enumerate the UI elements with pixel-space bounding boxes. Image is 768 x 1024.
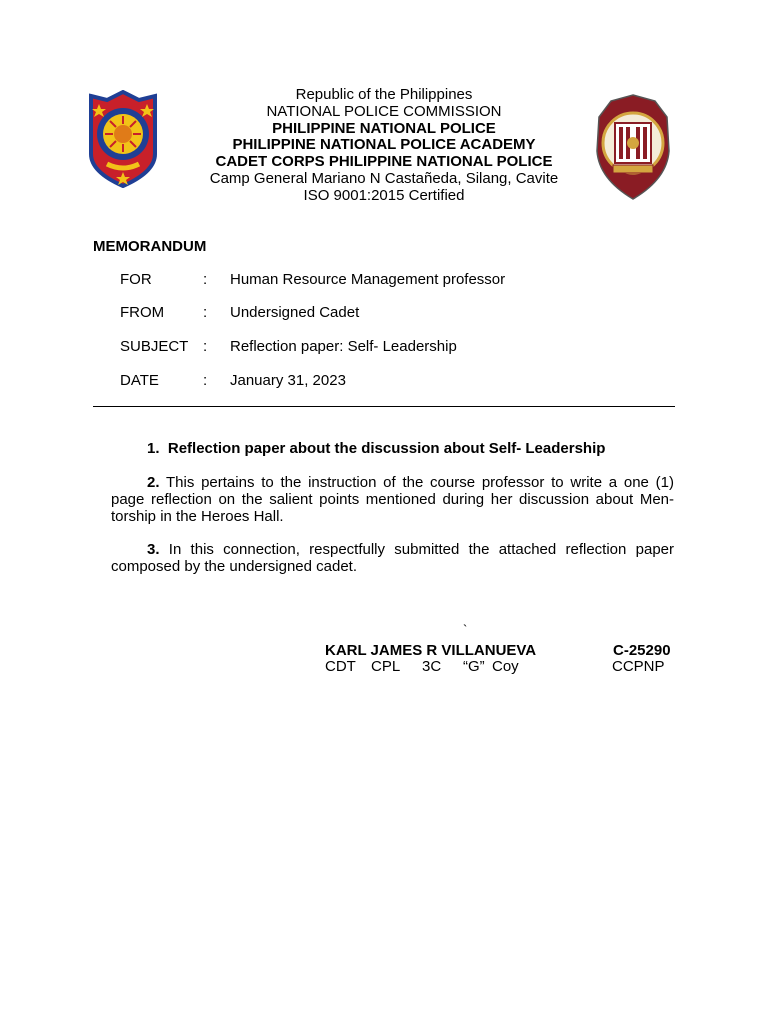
paragraph-text: composed by the undersigned cadet.	[111, 558, 357, 575]
memo-field-separator: :	[203, 271, 208, 288]
letterhead-line-republic: Republic of the Philippines	[295, 86, 473, 103]
signatory-serial: C-25290	[613, 642, 671, 659]
signatory-rank: CPL	[371, 658, 401, 675]
paragraph-text: Reflection paper about the discussion about Self- Leadership	[167, 440, 606, 457]
memo-field-value: Undersigned Cadet	[230, 304, 360, 321]
memo-field-separator: :	[203, 338, 208, 355]
signatory-name: KARL JAMES R VILLANUEVA	[325, 642, 537, 659]
memo-field-separator: :	[203, 372, 208, 389]
memo-field-label: DATE	[120, 372, 159, 389]
paragraph-text: This pertains to the instruction of the course professor to write a one (1)	[166, 474, 674, 491]
paragraph-number: 3.	[147, 541, 160, 558]
paragraph-text: torship in the Heroes Hall.	[111, 508, 284, 525]
header-divider	[93, 406, 675, 407]
signatory-rank: CDT	[325, 658, 356, 675]
paragraph-number: 1.	[147, 440, 160, 457]
signatory-company-suffix: Coy	[492, 658, 519, 675]
memo-field-label: FROM	[120, 304, 165, 321]
stray-mark: `	[463, 622, 468, 637]
memo-title: MEMORANDUM	[93, 238, 207, 255]
memo-field-value: Human Resource Management professor	[230, 271, 506, 288]
paragraph-1	[147, 440, 605, 457]
paragraph-text: In this connection, respectfully submitted the attached reflection paper	[168, 541, 674, 558]
paragraph-2	[111, 474, 674, 525]
memo-field-label: SUBJECT	[120, 338, 189, 355]
letterhead	[0, 87, 768, 205]
letterhead-line-cadet-corps: CADET CORPS PHILIPPINE NATIONAL POLICE	[215, 153, 553, 171]
letterhead-line-pnp: PHILIPPINE NATIONAL POLICE	[272, 119, 496, 137]
memo-field-separator: :	[203, 304, 208, 321]
signatory-company: “G”	[463, 658, 485, 675]
letterhead-line-pnpa: PHILIPPINE NATIONAL POLICE ACADEMY	[232, 136, 536, 154]
letterhead-line-iso: ISO 9001:2015 Certified	[303, 186, 465, 204]
signatory-class: 3C	[422, 658, 442, 675]
paragraph-text: page reflection on the salient points mentioned during her discussion about Men-	[111, 491, 674, 508]
letterhead-line-napolcom: NATIONAL POLICE COMMISSION	[266, 102, 502, 120]
memo-field-value: January 31, 2023	[230, 372, 346, 389]
memo-field-label: FOR	[120, 271, 152, 288]
letterhead-line-address: Camp General Mariano N Castañeda, Silang, Cavite	[209, 169, 559, 187]
paragraph-3	[111, 541, 674, 575]
paragraph-number: 2.	[147, 474, 160, 491]
memo-field-value: Reflection paper: Self- Leadership	[230, 338, 457, 355]
signatory-unit: CCPNP	[612, 658, 665, 675]
